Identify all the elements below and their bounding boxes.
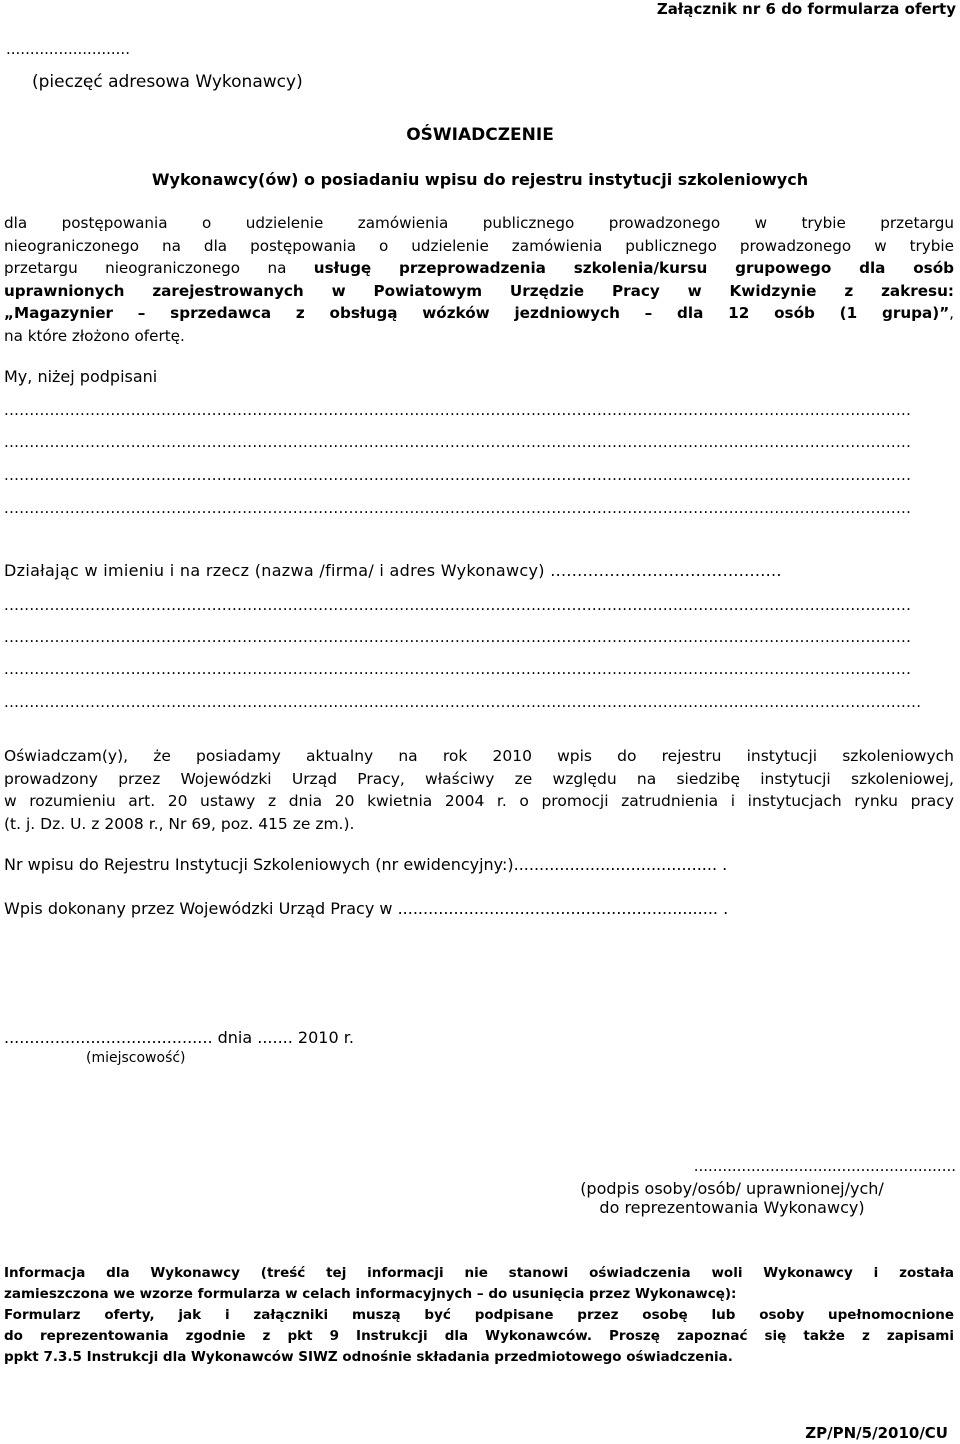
declaration-line: prowadzony przez Wojewódzki Urząd Pracy, właściwy ze względu na siedzibę instytucji szkoleniowej, (4, 769, 954, 788)
footer-code: ZP/PN/5/2010/CU (805, 1424, 948, 1442)
intro-line: na które złożono ofertę. (4, 326, 185, 345)
signatories-dots: ................................................................................................................................................................................... (4, 433, 912, 451)
signature-label (540, 1179, 924, 1217)
stamp-label: (pieczęć adresowa Wykonawcy) (32, 72, 303, 92)
place-date-field: ......................................... dnia ....... 2010 r. (4, 1028, 354, 1047)
info-line: Informacja dla Wykonawcy (treść tej informacji nie stanowi oświadczenia woli Wykonawcy i została (4, 1265, 954, 1281)
signatories-dots: ................................................................................................................................................................................... (4, 466, 912, 484)
intro-line-regular: , (949, 304, 954, 322)
annex-label: Załącznik nr 6 do formularza oferty (656, 0, 956, 18)
info-line: zamieszczona we wzorze formularza w celach informacyjnych – do usunięcia przez Wykonawcę): (4, 1286, 737, 1302)
info-line: Formularz oferty, jak i załączniki muszą być podpisane przez osobę lub osoby upełnomocnione (4, 1307, 954, 1323)
signature-dots: ....................................................... (693, 1157, 956, 1175)
registry-number-field: Nr wpisu do Rejestru Instytucji Szkoleniowych (nr ewidencyjny:)........................................ . (4, 855, 728, 874)
acting-dots: ..................................................................................................................................................................................... (4, 693, 922, 711)
registry-by-field: Wpis dokonany przez Wojewódzki Urząd Pracy w ............................................................... . (4, 899, 729, 918)
signatories-dots: ................................................................................................................................................................................... (4, 401, 912, 419)
training-name: „Magazynier – sprzedawca z obsługą wózków jezdniowych – dla 12 osób (1 grupa)” (4, 304, 950, 322)
signature-label-line: do reprezentowania Wykonawcy) (599, 1198, 865, 1217)
stamp-dots: .......................... (6, 40, 130, 58)
document-subtitle: Wykonawcy(ów) o posiadaniu wpisu do rejestru instytucji szkoleniowych (151, 170, 809, 189)
signatories-dots: ................................................................................................................................................................................... (4, 499, 912, 517)
intro-line-regular: przetargu nieograniczonego na (4, 259, 314, 277)
document-title: OŚWIADCZENIE (406, 125, 554, 145)
declaration-paragraph (4, 745, 954, 835)
intro-line (4, 257, 954, 280)
intro-line: nieograniczonego na dla postępowania o udzielenie zamówienia publicznego prowadzonego w trybie (4, 236, 954, 255)
declaration-line: Oświadczam(y), że posiadamy aktualny na rok 2010 wpis do rejestru instytucji szkoleniowych (4, 747, 954, 765)
info-line: do reprezentowania zgodnie z pkt 9 Instrukcji dla Wykonawców. Proszę zapoznać się także z zapisami (4, 1328, 954, 1344)
acting-label: Działając w imieniu i na rzecz (nazwa /firma/ i adres Wykonawcy) ........................................... (4, 561, 782, 580)
info-line: ppkt 7.3.5 Instrukcji dla Wykonawców SIWZ odnośnie składania przedmiotowego oświadczenia. (4, 1349, 733, 1365)
acting-dots: ................................................................................................................................................................................... (4, 628, 912, 646)
declaration-line: w rozumieniu art. 20 ustawy z dnia 20 kwietnia 2004 r. o promocji zatrudnienia i instytucjach rynku pracy (4, 792, 954, 810)
acting-dots: ................................................................................................................................................................................... (4, 596, 912, 614)
declaration-line: (t. j. Dz. U. z 2008 r., Nr 69, poz. 415 ze zm.). (4, 814, 355, 833)
place-label: (miejscowość) (86, 1050, 186, 1066)
intro-paragraph (4, 212, 954, 347)
intro-line: dla postępowania o udzielenie zamówienia publicznego prowadzonego w trybie przetargu (4, 214, 954, 232)
signature-label-line: (podpis osoby/osób/ uprawnionej/ych/ (580, 1179, 884, 1198)
signatories-label: My, niżej podpisani (4, 367, 158, 386)
intro-line (4, 302, 954, 325)
intro-line-bold: uprawnionych zarejestrowanych w Powiatowym Urzędzie Pracy w Kwidzynie z zakresu: (4, 281, 954, 300)
info-box (4, 1263, 954, 1368)
acting-dots: ................................................................................................................................................................................... (4, 660, 912, 678)
intro-line-bold: usługę przeprowadzenia szkolenia/kursu grupowego dla osób (313, 259, 954, 277)
